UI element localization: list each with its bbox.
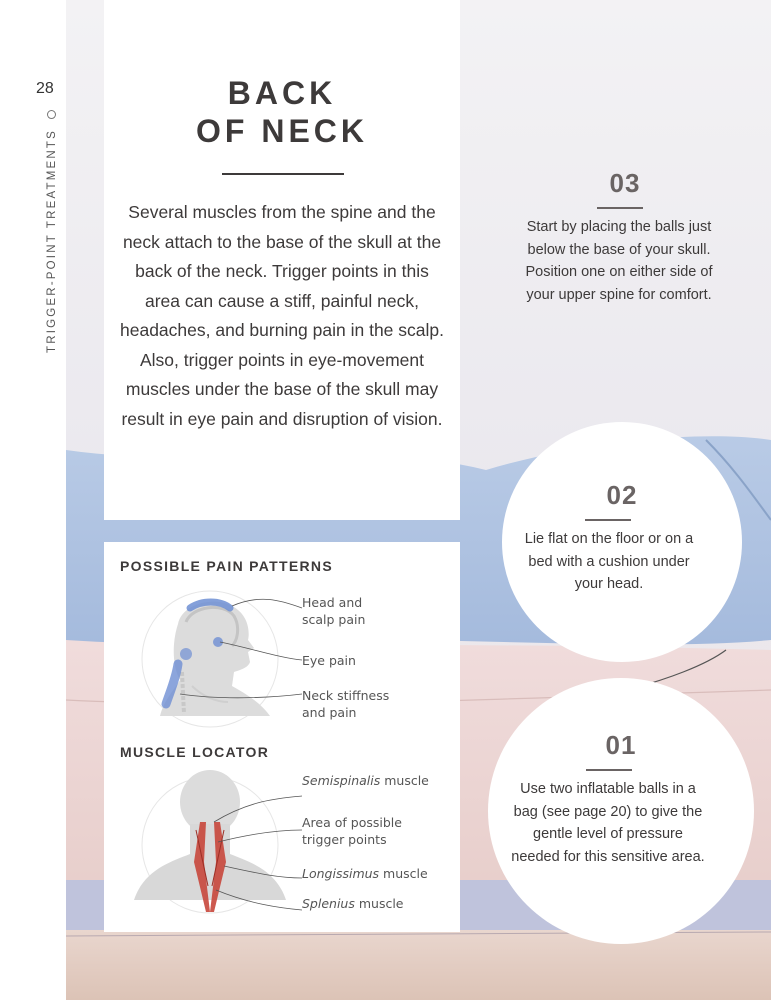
label-trigger-area: Area of possible trigger points bbox=[302, 815, 402, 847]
step-divider bbox=[586, 769, 632, 771]
step-text: Use two inflatable balls in a bag (see page 20) to give the gentle level of pressure needed for this sensitive area. bbox=[511, 781, 705, 865]
title-line-1: BACK bbox=[227, 75, 337, 111]
label-head-scalp-pain: Head and scalp pain bbox=[302, 595, 366, 627]
pain-patterns-heading: POSSIBLE PAIN PATTERNS bbox=[120, 558, 333, 574]
step-02 bbox=[502, 422, 742, 662]
label-semispinalis: Semispinalis muscle bbox=[302, 773, 429, 788]
step-text: Start by placing the balls just below the base of your skull. Position one on either side of your upper spine for comfort. bbox=[525, 219, 713, 303]
label-neck-stiffness: Neck stiffness and pain bbox=[302, 688, 390, 720]
title-divider bbox=[222, 173, 344, 175]
bullet-circle-icon bbox=[48, 110, 57, 119]
running-head bbox=[46, 110, 58, 353]
label-longissimus: Longissimus muscle bbox=[302, 866, 428, 881]
intro-card bbox=[104, 0, 460, 520]
muscle-locator-heading: MUSCLE LOCATOR bbox=[120, 744, 270, 760]
muscle-locator-figure bbox=[120, 770, 310, 920]
step-number: 01 bbox=[605, 730, 637, 760]
step-number: 02 bbox=[606, 480, 638, 510]
intro-paragraph: Several muscles from the spine and the neck attach to the base of the skull at the back of the neck. Trigger points in this area can cause a stiff, painful neck, headaches, and burning pain in the scalp. Also, trigger points in eye-movement muscles under the base of the skull may result in eye pain and disruption of vision. bbox=[120, 202, 444, 429]
step-number: 03 bbox=[609, 168, 641, 198]
label-splenius: Splenius muscle bbox=[302, 896, 404, 911]
step-divider bbox=[597, 207, 643, 209]
pain-pattern-figure bbox=[120, 584, 310, 734]
anatomy-panel bbox=[104, 542, 460, 932]
step-01 bbox=[488, 678, 754, 944]
page-title bbox=[104, 74, 460, 150]
step-divider bbox=[585, 519, 631, 521]
label-eye-pain: Eye pain bbox=[302, 653, 356, 668]
page-number: 28 bbox=[36, 80, 54, 97]
running-head-text: TRIGGER-POINT TREATMENTS bbox=[46, 129, 58, 354]
title-line-2: OF NECK bbox=[196, 113, 368, 149]
step-text: Lie flat on the floor or on a bed with a cushion under your head. bbox=[524, 531, 694, 592]
step-03 bbox=[465, 70, 771, 390]
